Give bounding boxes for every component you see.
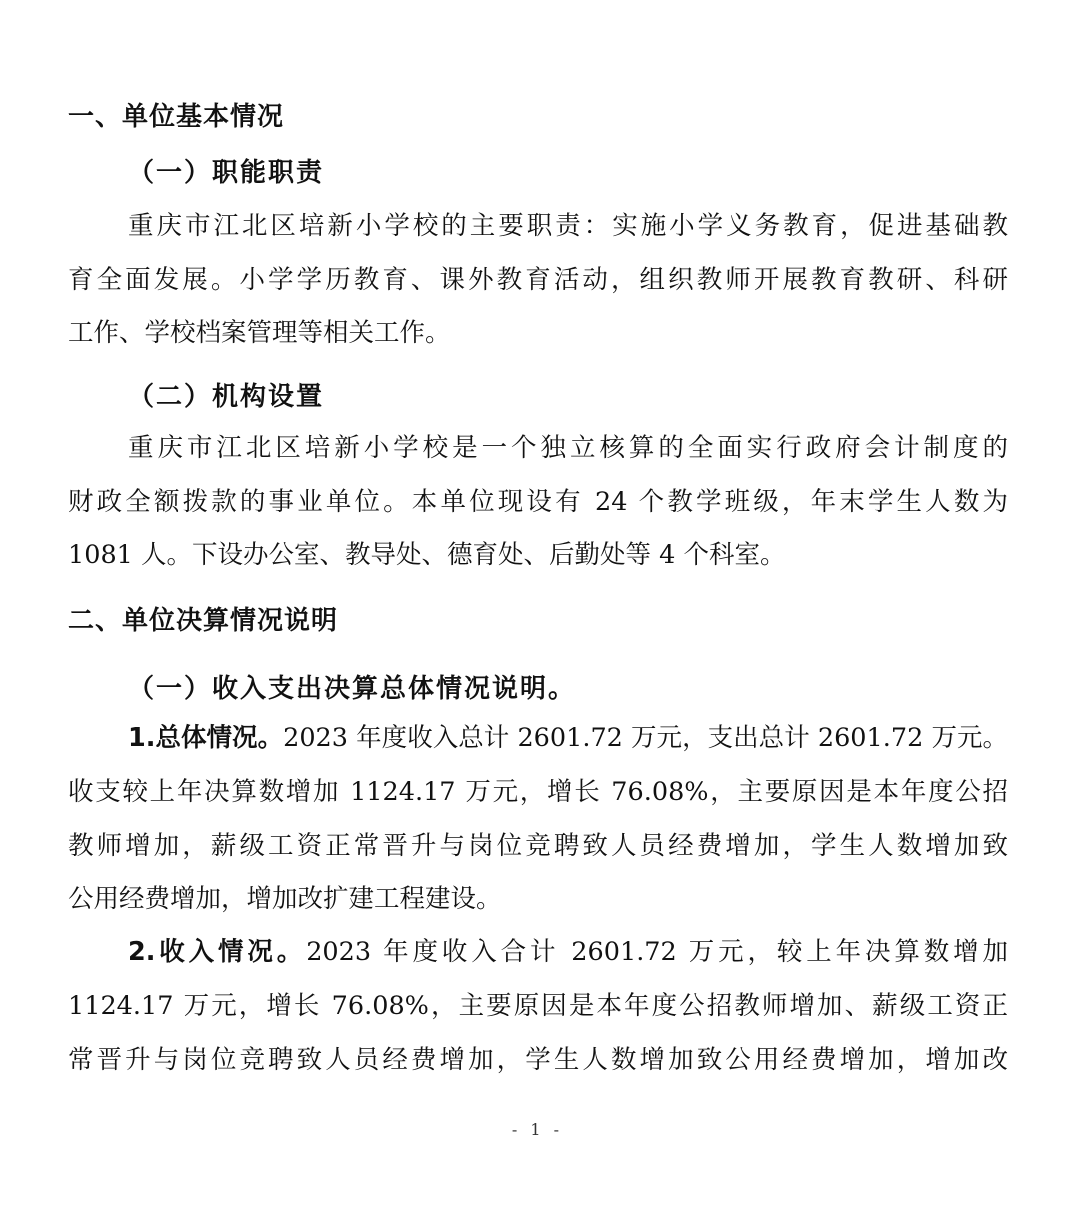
paragraph-line: 收支较上年决算数增加 1124.17 万元，增长 76.08%，主要原因是本年度公招 (68, 777, 1008, 807)
subheading-functions: （一）职能职责 (128, 158, 325, 188)
subheading-income-expense-overview: （一）收入支出决算总体情况说明。 (128, 674, 577, 704)
item-text: 2023 年度收入合计 2601.72 万元，较上年决算数增加 (306, 937, 1008, 967)
item-label-overall: 1.总体情况。 (128, 723, 284, 753)
subheading-organization: （二）机构设置 (128, 382, 325, 412)
paragraph-line: 常晋升与岗位竞聘致人员经费增加，学生人数增加致公用经费增加，增加改 (68, 1045, 1008, 1075)
section-heading-final-accounts: 二、单位决算情况说明 (68, 606, 339, 636)
paragraph-line: 财政全额拨款的事业单位。本单位现设有 24 个教学班级，年末学生人数为 (68, 487, 1008, 517)
item-label-income: 2.收入情况。 (128, 937, 307, 967)
page-number: - 1 - (511, 1120, 564, 1139)
paragraph-line: 重庆市江北区培新小学校的主要职责：实施小学义务教育，促进基础教 (128, 211, 1008, 241)
paragraph-line: 育全面发展。小学学历教育、课外教育活动，组织教师开展教育教研、科研 (68, 265, 1008, 295)
section-heading-basic-info: 一、单位基本情况 (68, 102, 285, 132)
paragraph-line: 公用经费增加，增加改扩建工程建设。 (68, 884, 502, 914)
paragraph-line: 1081 人。下设办公室、教导处、德育处、后勤处等 4 个科室。 (68, 540, 786, 570)
paragraph-line: 工作、学校档案管理等相关工作。 (68, 318, 451, 348)
paragraph-line: 1124.17 万元，增长 76.08%，主要原因是本年度公招教师增加、薪级工资正 (68, 991, 1008, 1021)
paragraph-line: 教师增加，薪级工资正常晋升与岗位竞聘致人员经费增加，学生人数增加致 (68, 831, 1008, 861)
paragraph-line: 重庆市江北区培新小学校是一个独立核算的全面实行政府会计制度的 (128, 433, 1008, 463)
paragraph-line (128, 936, 1008, 968)
paragraph-line (128, 722, 1008, 754)
item-text: 2023 年度收入总计 2601.72 万元，支出总计 2601.72 万元。 (283, 723, 1008, 753)
